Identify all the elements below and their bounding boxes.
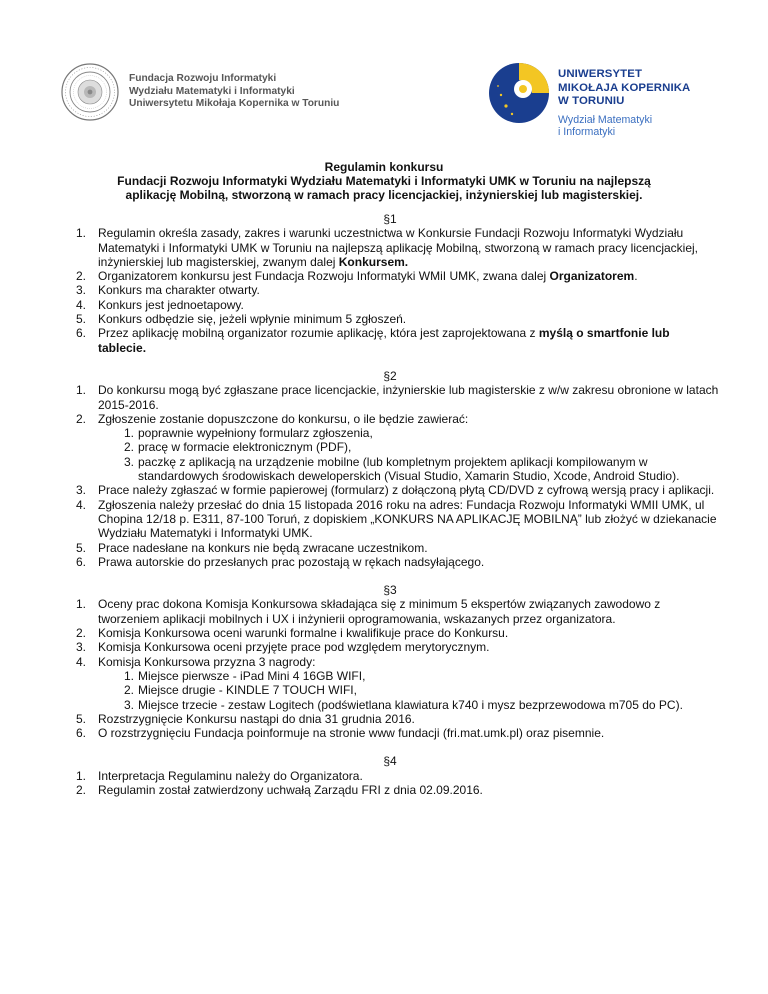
section-heading-3: §3 xyxy=(383,583,397,598)
sublist-item xyxy=(98,698,720,712)
subitem-number: 3. xyxy=(123,697,134,712)
item-text: Zgłoszenie zostanie dopuszczone do konkursu, o ile będzie zawierać: xyxy=(98,411,469,426)
item-number: 1. xyxy=(75,597,86,612)
item-text: Prace należy zgłaszać w formie papierowej (formularz) z dołączoną płytą CD/DVD z cyfrową wersją pracy i aplikacji. xyxy=(98,483,715,498)
fri-logo-line-1: Fundacja Rozwoju Informatyki xyxy=(129,73,277,84)
item-text: Do konkursu mogą być zgłaszane prace licencjackie, inżynierskie lub magisterskie z w/w zakresu obronione w latach 2015-2016. xyxy=(98,383,719,412)
fri-logo-line-3: Uniwersytetu Mikołaja Kopernika w Toruniu xyxy=(129,98,340,110)
subitem-text: poprawnie wypełniony formularz zgłoszenia, xyxy=(138,426,373,441)
item-text-end: . xyxy=(634,269,638,284)
sublist-item xyxy=(98,440,720,454)
item-number: 3. xyxy=(75,283,86,298)
list-item xyxy=(60,298,720,312)
list-item xyxy=(60,783,720,797)
item-text: Komisja Konkursowa przyzna 3 nagrody: xyxy=(98,654,316,669)
subitem-text: Miejsce drugie - KINDLE 7 TOUCH WIFI, xyxy=(138,683,357,698)
item-text: Interpretacja Regulaminu należy do Organizatora. xyxy=(98,768,363,783)
subitem-text: Miejsce trzecie - zestaw Logitech (podświetlana klawiatura k740 i mysz bezprzewodowa m705 do PC). xyxy=(138,697,683,712)
item-text: Konkurs ma charakter otwarty. xyxy=(98,283,260,298)
item-number: 4. xyxy=(75,297,86,312)
fri-seal-icon xyxy=(60,62,120,122)
item-number: 1. xyxy=(75,768,86,783)
list-item xyxy=(60,626,720,640)
umk-logo-line-2: MIKOŁAJA KOPERNIKA xyxy=(558,81,691,94)
sublist-item xyxy=(98,683,720,697)
fri-logo xyxy=(60,62,360,122)
item-number: 1. xyxy=(75,226,86,241)
list-item xyxy=(60,726,720,740)
umk-dept-line-2: i Informatyki xyxy=(558,126,616,139)
item-number: 5. xyxy=(75,312,86,327)
item-number: 6. xyxy=(75,326,86,341)
item-number: 2. xyxy=(75,626,86,641)
list-item xyxy=(60,769,720,783)
item-number: 2. xyxy=(75,411,86,426)
section-heading-2: §2 xyxy=(383,368,397,383)
item-number: 4. xyxy=(75,497,86,512)
item-text: O rozstrzygnięciu Fundacja poinformuje na stronie www fundacji (fri.mat.umk.pl) oraz pisemnie. xyxy=(98,726,605,741)
sublist-item xyxy=(98,455,720,484)
document-title xyxy=(60,160,708,202)
item-number: 2. xyxy=(75,269,86,284)
item-number: 6. xyxy=(75,554,86,569)
item-bold-text: Organizatorem xyxy=(549,269,635,284)
item-text: Komisja Konkursowa oceni przyjęte prace pod względem merytorycznym. xyxy=(98,640,490,655)
item-number: 2. xyxy=(75,782,86,797)
list-item xyxy=(60,383,720,412)
subitem-number: 1. xyxy=(123,426,134,441)
sublist-item xyxy=(98,426,720,440)
title-line-2: Fundacji Rozwoju Informatyki Wydziału Matematyki i Informatyki UMK w Toruniu na najlepszą xyxy=(117,174,651,188)
umk-sun-icon xyxy=(488,62,550,124)
subitem-text: pracę w formacie elektronicznym (PDF), xyxy=(138,440,352,455)
list-item xyxy=(60,483,720,497)
item-number: 4. xyxy=(75,654,86,669)
list-item xyxy=(60,412,720,483)
umk-logo-line-3: W TORUNIU xyxy=(558,95,625,108)
list-item xyxy=(60,312,720,326)
item-text: Prawa autorskie do przesłanych prac pozostają w rękach nadsyłającego. xyxy=(98,554,485,569)
sublist xyxy=(98,426,720,483)
item-text: Regulamin określa zasady, zakres i warunki uczestnictwa w Konkursie Fundacji Rozwoju Informatyki Wydziału Matematyki i Informatyki UMK w Toruniu na najlepszą aplikację Mobilną, stworzoną w ramach pracy licencjackiej, inżynierskiej lub magisterskiej, zwanym dalej xyxy=(98,226,699,269)
item-number: 5. xyxy=(75,711,86,726)
subitem-number: 1. xyxy=(123,668,134,683)
section-heading-1: §1 xyxy=(383,212,397,226)
item-number: 6. xyxy=(75,726,86,741)
section-2-list xyxy=(60,383,720,569)
list-item xyxy=(60,555,720,569)
list-item xyxy=(60,541,720,555)
title-line-1: Regulamin konkursu xyxy=(324,160,444,174)
item-text: Rozstrzygnięcie Konkursu nastąpi do dnia 31 grudnia 2016. xyxy=(98,711,415,726)
list-item xyxy=(60,640,720,654)
umk-logo xyxy=(488,62,728,152)
item-text: Przez aplikację mobilną organizator rozumie aplikację, która jest zaprojektowana z xyxy=(98,326,539,341)
list-item xyxy=(60,597,720,626)
item-number: 3. xyxy=(75,483,86,498)
umk-dept-line-1: Wydział Matematyki xyxy=(558,114,653,126)
list-item xyxy=(60,283,720,297)
subitem-text: Miejsce pierwsze - iPad Mini 4 16GB WIFI, xyxy=(138,668,366,683)
fri-logo-line-2: Wydziału Matematyki i Informatyki xyxy=(129,85,295,97)
item-text: Konkurs odbędzie się, jeżeli wpłynie minimum 5 zgłoszeń. xyxy=(98,312,407,327)
list-item xyxy=(60,269,720,283)
item-text: Konkurs jest jednoetapowy. xyxy=(98,297,244,312)
subitem-number: 3. xyxy=(123,454,134,469)
list-item xyxy=(60,712,720,726)
list-item xyxy=(60,326,720,355)
section-heading-4: §4 xyxy=(383,754,397,769)
item-text: Regulamin został zatwierdzony uchwałą Zarządu FRI z dnia 02.09.2016. xyxy=(98,782,483,797)
item-text: Organizatorem konkursu jest Fundacja Rozwoju Informatyki WMiI UMK, zwana dalej xyxy=(98,269,550,284)
item-text: Oceny prac dokona Komisja Konkursowa składająca się z minimum 5 ekspertów związanych zawodowo z tworzeniem aplikacji mobilnych i UX i inżynierii oprogramowania, wskazanych przez organizatora. xyxy=(98,597,661,626)
item-text: Prace nadesłane na konkurs nie będą zwracane uczestnikom. xyxy=(98,540,428,555)
item-text: Komisja Konkursowa oceni warunki formalne i kwalifikuje prace do Konkursu. xyxy=(98,626,509,641)
list-item xyxy=(60,226,720,269)
subitem-number: 2. xyxy=(123,683,134,698)
item-text: Zgłoszenia należy przesłać do dnia 15 listopada 2016 roku na adres: Fundacja Rozwoju Informatyki WMII UMK, ul Chopina 12/18 p. E311, 87-100 Toruń, z dopiskiem „KONKURS NA APLIKACJĘ MOBILNĄ” lub złożyć w dziekanacie Wydziału Matematyki i Informatyki UMK. xyxy=(98,497,717,541)
document-body xyxy=(60,212,720,797)
item-number: 3. xyxy=(75,640,86,655)
section-3-list xyxy=(60,597,720,740)
section-1-list xyxy=(60,226,720,355)
title-line-3: aplikację Mobilną, stworzoną w ramach pracy licencjackiej, inżynierskiej lub magisterskiej. xyxy=(125,188,643,202)
section-4-list xyxy=(60,769,720,798)
subitem-number: 2. xyxy=(123,440,134,455)
item-bold-text: myślą o smartfonie lub tablecie. xyxy=(98,326,670,355)
umk-logo-line-1: UNIWERSYTET xyxy=(558,68,642,80)
sublist-item xyxy=(98,669,720,683)
list-item xyxy=(60,655,720,712)
list-item xyxy=(60,498,720,541)
item-bold-text: Konkursem. xyxy=(338,254,409,269)
subitem-text: paczkę z aplikacją na urządzenie mobilne (lub kompletnym projektem aplikacji kompilowanym w standardowych środowiskach deweloperskich (Visual Studio, Xamarin Studio, Xcode, Android Studio). xyxy=(138,454,680,484)
item-number: 5. xyxy=(75,540,86,555)
item-number: 1. xyxy=(75,383,86,398)
sublist xyxy=(98,669,720,712)
